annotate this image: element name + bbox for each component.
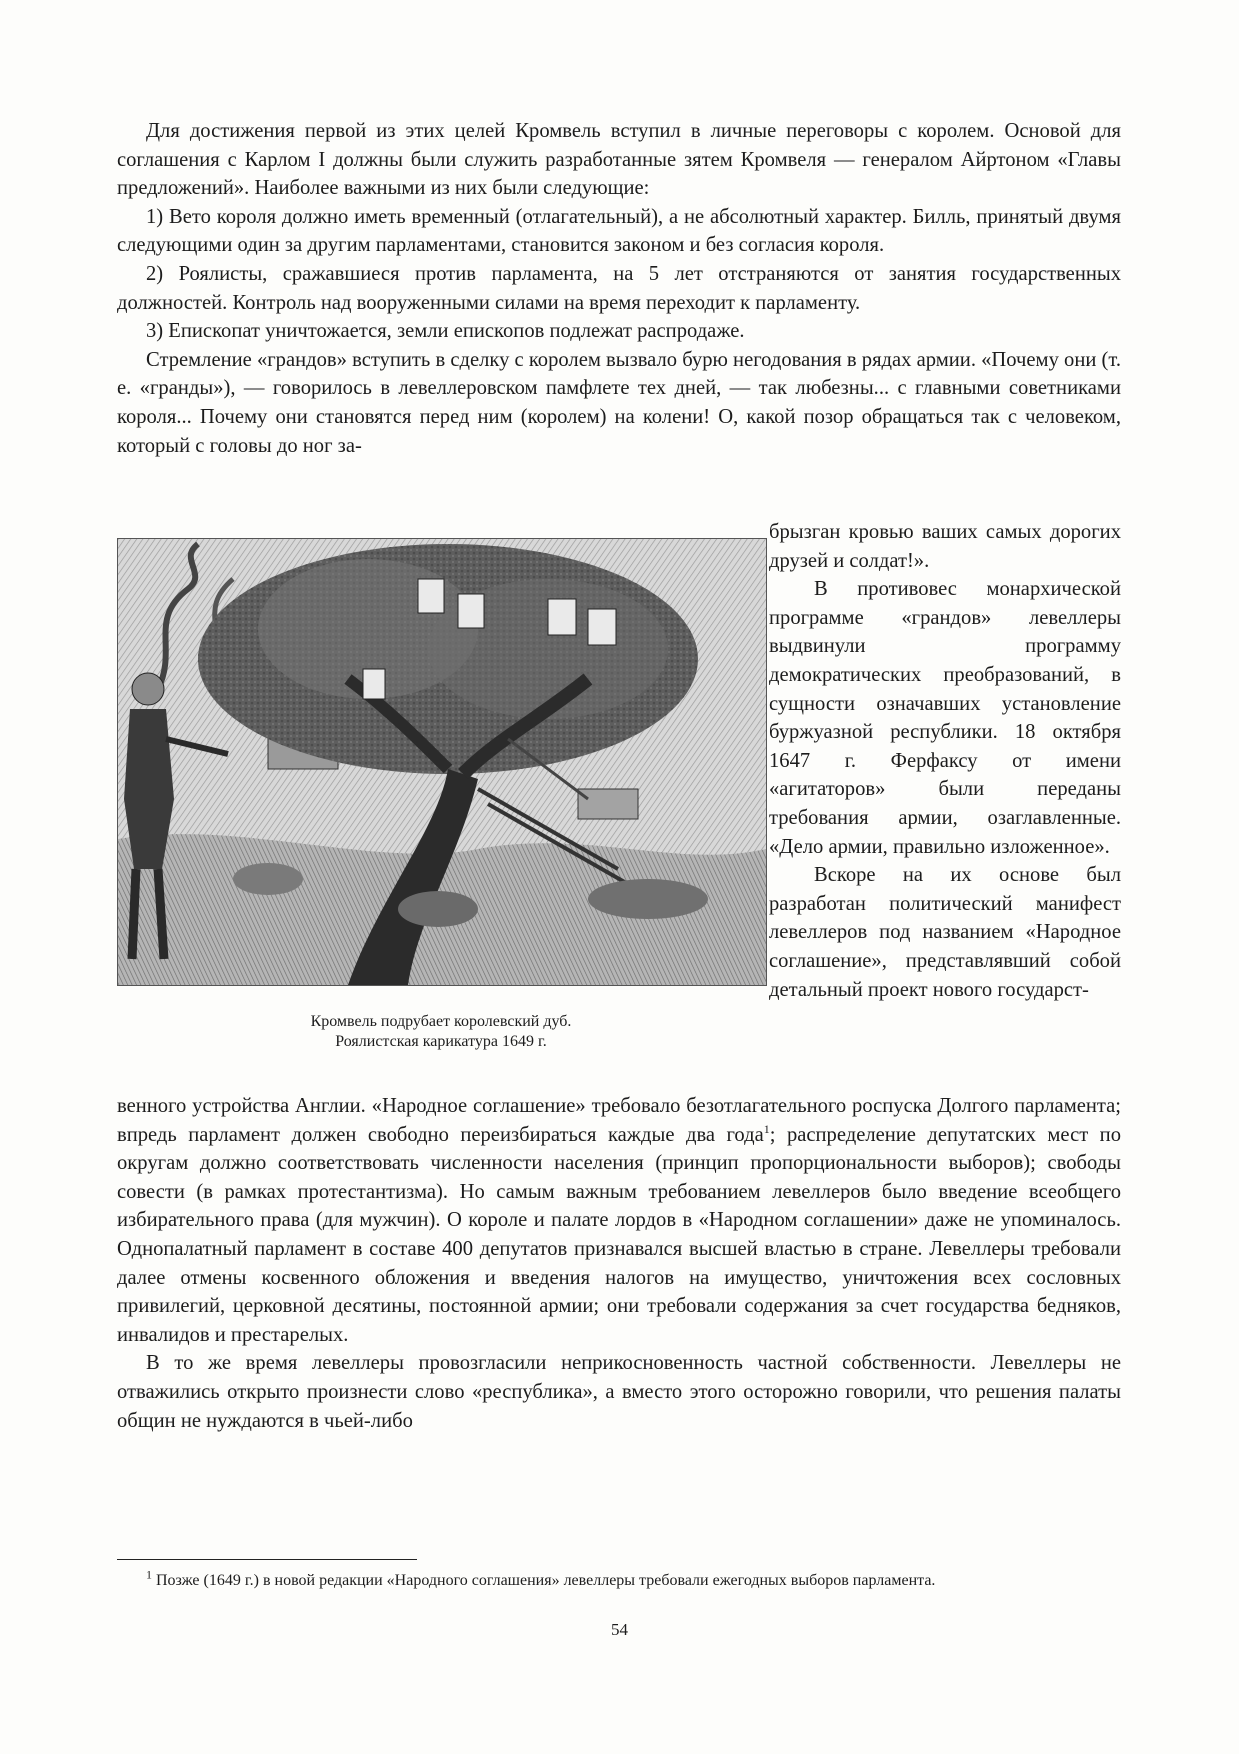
side-text-block <box>769 518 1121 1004</box>
figure <box>117 538 769 1052</box>
footnote-marker: 1 <box>763 1121 770 1136</box>
paragraph: Вскоре на их основе был разработан политический манифест левеллеров под названием «Народное соглашение», представлявший собой детальный проект нового государст- <box>769 864 1121 1001</box>
cromwell-oak-engraving <box>117 538 767 986</box>
footnote-text: Позже (1649 г.) в новой редакции «Народного соглашения» левеллеры требовали ежегодных выборов парламента. <box>156 1572 936 1589</box>
paragraph-text: ; распределение депутатских мест по округам должно соответствовать численности населения (принцип пропорциональности выборов); свободы совести (в рамках протестантизма). Но самым важным требованием левеллеров было введение всеобщего избирательного права (для мужчин). О короле и палате лордов в «Народном соглашении» даже не упоминалось. Однопалатный парламент в составе 400 депутатов признавался высшей властью в стране. Левеллеры требовали далее отмены косвенного обложения и введения налогов на имущество, уничтожения всех сословных привилегий, церковной десятины, постоянной армии; они требовали содержания за счет государства бедняков, инвалидов и престарелых. <box>117 1123 1121 1346</box>
page-number: 54 <box>611 1620 628 1639</box>
caption-line: Кромвель подрубает королевский дуб. <box>310 1013 572 1030</box>
paragraph: В то же время левеллеры провозгласили неприкосновенность частной собственности. Левеллеры не отважились открыто произнести слово «республика», а вместо этого осторожно говорили, что решения палаты общин не нуждаются в чьей-либо <box>117 1352 1121 1432</box>
footnote <box>117 1567 1121 1592</box>
paragraph: 2) Роялисты, сражавшиеся против парламента, на 5 лет отстраняются от занятия государственных должностей. Контроль над вооруженными силами на время переходит к парламенту. <box>117 262 1121 314</box>
paragraph <box>117 1092 1121 1349</box>
paragraph: брызган кровью ваших самых дорогих друзей и солдат!». <box>769 521 1121 572</box>
top-text-block <box>117 117 1121 460</box>
bottom-text-block <box>117 1092 1121 1435</box>
paragraph: Для достижения первой из этих целей Кромвель вступил в личные переговоры с королем. Основой для соглашения с Карлом I должны были служить разработанные зятем Кромвеля — генералом Айртоном «Главы предложений». Наиболее важными из них были следующие: <box>117 120 1121 200</box>
paragraph: 3) Епископат уничтожается, земли епископов подлежат распродаже. <box>146 320 745 343</box>
footnote-divider <box>117 1559 417 1560</box>
paragraph: В противовес монархической программе «грандов» левеллеры выдвинули программу демократических преобразований, в сущности означавших установление буржуазной республики. 18 октября 1647 г. Ферфаксу от имени «агитаторов» были переданы требования армии, озаглавленные. «Дело армии, правильно изложенное». <box>769 578 1121 858</box>
paragraph-text: венного устройства Англии. «Народное соглашение» требовало безотлагательного роспуска Долгого парламента; впредь парламент должен свободно переизбираться каждые два года <box>117 1095 1121 1146</box>
paragraph: Стремление «грандов» вступить в сделку с королем вызвало бурю негодования в рядах армии. «Почему они (т. е. «гранды»), — говорилось в левеллеровском памфлете тех дней, — так любезны... с главными советниками короля... Почему они становятся перед ним (королем) на колени! О, какой позор обращаться так с человеком, который с головы до ног за- <box>117 348 1121 457</box>
caption-line: Роялистская карикатура 1649 г. <box>335 1033 547 1050</box>
figure-caption <box>117 1012 765 1052</box>
footnote-marker: 1 <box>146 1567 152 1582</box>
paragraph: 1) Вето короля должно иметь временный (отлагательный), а не абсолютный характер. Билль, принятый двумя следующими один за другим парламентами, становится законом и без согласия короля. <box>117 205 1121 257</box>
